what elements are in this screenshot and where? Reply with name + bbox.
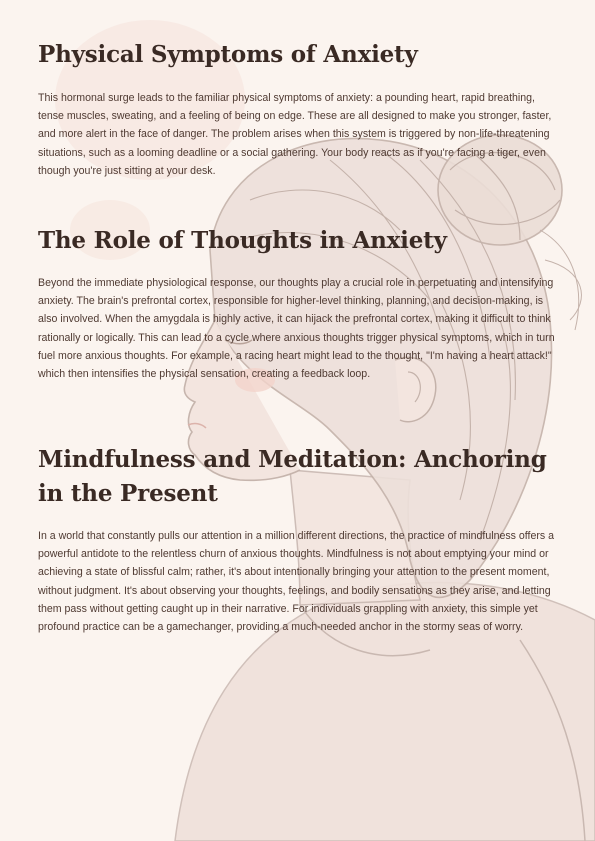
section-heading-mindfulness: Mindfulness and Meditation: Anchoring in the Present	[38, 446, 547, 507]
section-heading-role-of-thoughts: The Role of Thoughts in Anxiety	[38, 227, 447, 254]
section-body-mindfulness: In a world that constantly pulls our attention in a million different directions, the practice of mindfulness offers a powerful antidote to the relentless churn of anxious thoughts. Mindfulness is not about emptying your mind or achieving a state of blissful calm; rather, it's about intentionally bringing your attention to the present moment, without judgment. It's about observing your thoughts, feelings, and bodily sensations as they arise, and letting them pass without getting caught up in their narrative. For individuals grappling with anxiety, this simple yet profound practice can be a gamechanger, providing a much-needed anchor in the stormy seas of worry.	[38, 530, 555, 634]
section-heading-physical-symptoms: Physical Symptoms of Anxiety	[38, 41, 418, 68]
section-body-role-of-thoughts: Beyond the immediate physiological response, our thoughts play a crucial role in perpetuating and intensifying anxiety. The brain's prefrontal cortex, responsible for higher-level thinking, planning, and decision-making, is also involved. When the amygdala is highly active, it can hijack the prefrontal cortex, making it difficult to think rationally or logically. This can lead to a cycle where anxious thoughts trigger physical symptoms, which in turn fuel more anxious thoughts. For example, a racing heart might lead to the thought, "I'm having a heart attack!" which then intensifies the physical sensation, creating a feedback loop.	[38, 277, 555, 381]
section-body-physical-symptoms: This hormonal surge leads to the familiar physical symptoms of anxiety: a pounding heart, rapid breathing, tense muscles, sweating, and a feeling of being on edge. These are all designed to make you stronger, faster, and more alert in the face of danger. The problem arises when this system is triggered by non-life-threatening situations, such as a looming deadline or a social gathering. Your body reacts as if you're facing a tiger, even though you're just sitting at your desk.	[38, 92, 552, 177]
